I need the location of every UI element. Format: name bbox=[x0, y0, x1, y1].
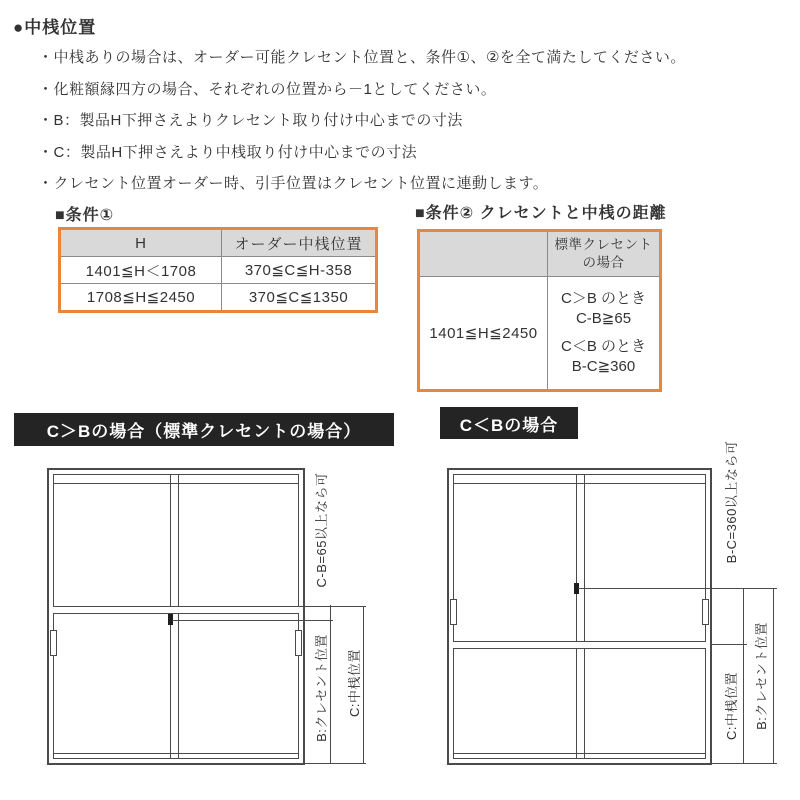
bottom-extension-line bbox=[303, 763, 366, 764]
pull-handle bbox=[450, 599, 457, 625]
header-line: 標準クレセント bbox=[554, 237, 653, 253]
mid-rail-bar bbox=[53, 606, 299, 614]
window-frame-inner-line bbox=[453, 474, 706, 759]
cell-c-range: 370≦C≦1350 bbox=[222, 284, 376, 311]
table-header-row bbox=[61, 230, 375, 257]
pull-handle bbox=[50, 630, 57, 656]
bottom-extension-line bbox=[712, 763, 777, 764]
table-header-row bbox=[420, 232, 659, 277]
header-line: の場合 bbox=[582, 255, 625, 270]
dimension-line-c bbox=[363, 606, 364, 764]
note-bullet: ・B：製品H下押さえよりクレセント取り付け中心までの寸法 bbox=[38, 112, 463, 129]
header-cell-empty bbox=[420, 232, 548, 277]
note-bullet: ・化粧額縁四方の場合、それぞれの位置から－1としてください。 bbox=[38, 81, 497, 98]
sash-top-rail-line bbox=[54, 483, 298, 484]
crescent-position-label: B:クレセント位置 bbox=[754, 622, 769, 730]
note-bullet: ・C：製品H下押さえより中桟取り付け中心までの寸法 bbox=[38, 144, 418, 161]
cell-h-range: 1708≦H≦2450 bbox=[61, 284, 222, 311]
table-row bbox=[61, 257, 375, 284]
note-bullet: ・クレセント位置オーダー時、引手位置はクレセント位置に連動します。 bbox=[38, 175, 549, 192]
note-bullet: ・中桟ありの場合は、オーダー可能クレセント位置と、条件①、②を全て満たしてください。 bbox=[38, 49, 686, 66]
dimension-line-b bbox=[330, 605, 331, 764]
center-stile-line bbox=[584, 474, 585, 759]
page-title: ●中桟位置 bbox=[13, 18, 97, 37]
cell-cases bbox=[548, 277, 660, 390]
table-row bbox=[420, 277, 659, 390]
pull-handle bbox=[295, 630, 302, 656]
midrail-position-label: C:中桟位置 bbox=[347, 649, 362, 718]
condition2-table bbox=[417, 229, 662, 392]
sash-bottom-rail-line bbox=[54, 753, 298, 754]
gap-dimension-label: C-B=65以上なら可 bbox=[314, 472, 329, 588]
dimension-line-c bbox=[743, 588, 744, 764]
pull-handle bbox=[702, 599, 709, 625]
crescent-position-label: B:クレセント位置 bbox=[314, 634, 329, 742]
window-diagram-c-less-b bbox=[447, 468, 712, 765]
diagram-right-title-bar: C＜Bの場合 bbox=[440, 407, 578, 439]
header-cell-order-position: オーダー中桟位置 bbox=[222, 230, 376, 257]
condition1-title: ■条件① bbox=[55, 207, 115, 224]
window-frame-inner-line bbox=[53, 474, 299, 759]
condition2-title: ■条件② クレセントと中桟の距離 bbox=[415, 205, 667, 222]
header-cell-h: H bbox=[61, 230, 222, 257]
midrail-position-label: C:中桟位置 bbox=[724, 672, 739, 741]
center-stile-line bbox=[576, 474, 577, 759]
dimension-line-b bbox=[773, 588, 774, 764]
header-cell-standard-crescent bbox=[548, 232, 660, 277]
cell-c-range: 370≦C≦H-358 bbox=[222, 257, 376, 284]
table-row bbox=[61, 284, 375, 311]
crescent-extension-line bbox=[172, 620, 333, 621]
cell-h-range: 1401≦H≦2450 bbox=[420, 277, 548, 390]
case-c-less: C＜B のとき B-C≧360 bbox=[560, 337, 646, 375]
sash-bottom-rail-line bbox=[454, 753, 705, 754]
diagram-left-title-bar: C＞Bの場合（標準クレセントの場合） bbox=[14, 413, 394, 446]
mid-rail-bar bbox=[453, 641, 706, 649]
condition1-table bbox=[58, 227, 378, 313]
case-c-greater: C＞B のとき C-B≧65 bbox=[560, 290, 646, 328]
cell-h-range: 1401≦H＜1708 bbox=[61, 257, 222, 284]
window-diagram-c-greater-b bbox=[47, 468, 305, 765]
crescent-extension-line bbox=[578, 588, 777, 589]
center-stile-line bbox=[178, 474, 179, 759]
sash-top-rail-line bbox=[454, 483, 705, 484]
gap-dimension-label: B-C=360以上なら可 bbox=[724, 440, 739, 564]
